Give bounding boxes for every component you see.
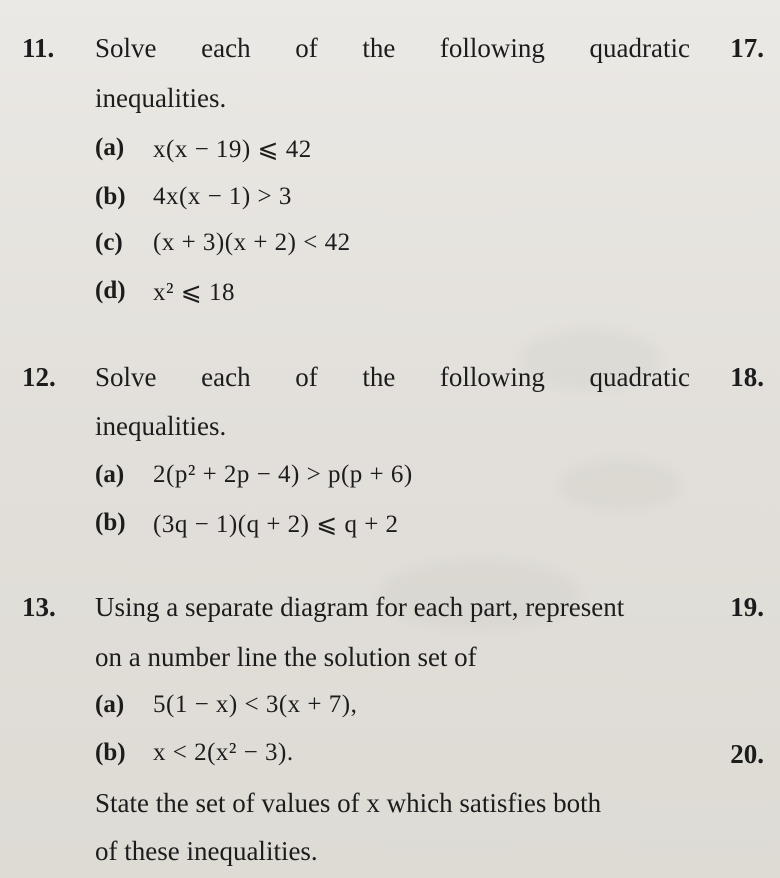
part-label: (b)	[95, 739, 126, 766]
question-closing-line: State the set of values of x which satisfies both	[95, 788, 602, 818]
question-number: 11.	[22, 33, 55, 63]
part-label: (a)	[95, 461, 125, 488]
part-label: (b)	[95, 183, 126, 210]
question-closing-line: of these inequalities.	[95, 836, 318, 866]
part-label: (d)	[95, 277, 126, 304]
part-expression: (3q − 1)(q + 2) ⩽ q + 2	[153, 511, 399, 538]
question-stem-line: Solve each of the following quadratic	[95, 33, 690, 63]
part-expression: (x + 3)(x + 2) < 42	[153, 229, 351, 256]
question-stem-line: inequalities.	[95, 411, 227, 441]
margin-question-number: 20.	[730, 739, 764, 769]
question-number: 12.	[22, 362, 56, 392]
part-expression: 5(1 − x) < 3(x + 7),	[153, 691, 358, 718]
margin-question-number: 17.	[730, 33, 764, 63]
question-stem-line: Solve each of the following quadratic	[95, 362, 690, 392]
part-label: (c)	[95, 229, 123, 256]
question-stem-line: on a number line the solution set of	[95, 642, 477, 672]
part-label: (a)	[95, 691, 125, 718]
margin-question-number: 18.	[730, 362, 764, 392]
question-stem-line: inequalities.	[95, 83, 227, 113]
question-stem-line: Using a separate diagram for each part, represent	[95, 592, 625, 622]
part-label: (b)	[95, 509, 126, 536]
part-expression: x² ⩽ 18	[153, 279, 235, 306]
part-expression: x(x − 19) ⩽ 42	[153, 136, 312, 163]
part-expression: x < 2(x² − 3).	[153, 739, 294, 766]
question-number: 13.	[22, 592, 56, 622]
margin-question-number: 19.	[730, 592, 764, 622]
paper-stain	[560, 460, 680, 510]
part-expression: 2(p² + 2p − 4) > p(p + 6)	[153, 461, 413, 488]
part-label: (a)	[95, 134, 125, 161]
part-expression: 4x(x − 1) > 3	[153, 183, 292, 210]
